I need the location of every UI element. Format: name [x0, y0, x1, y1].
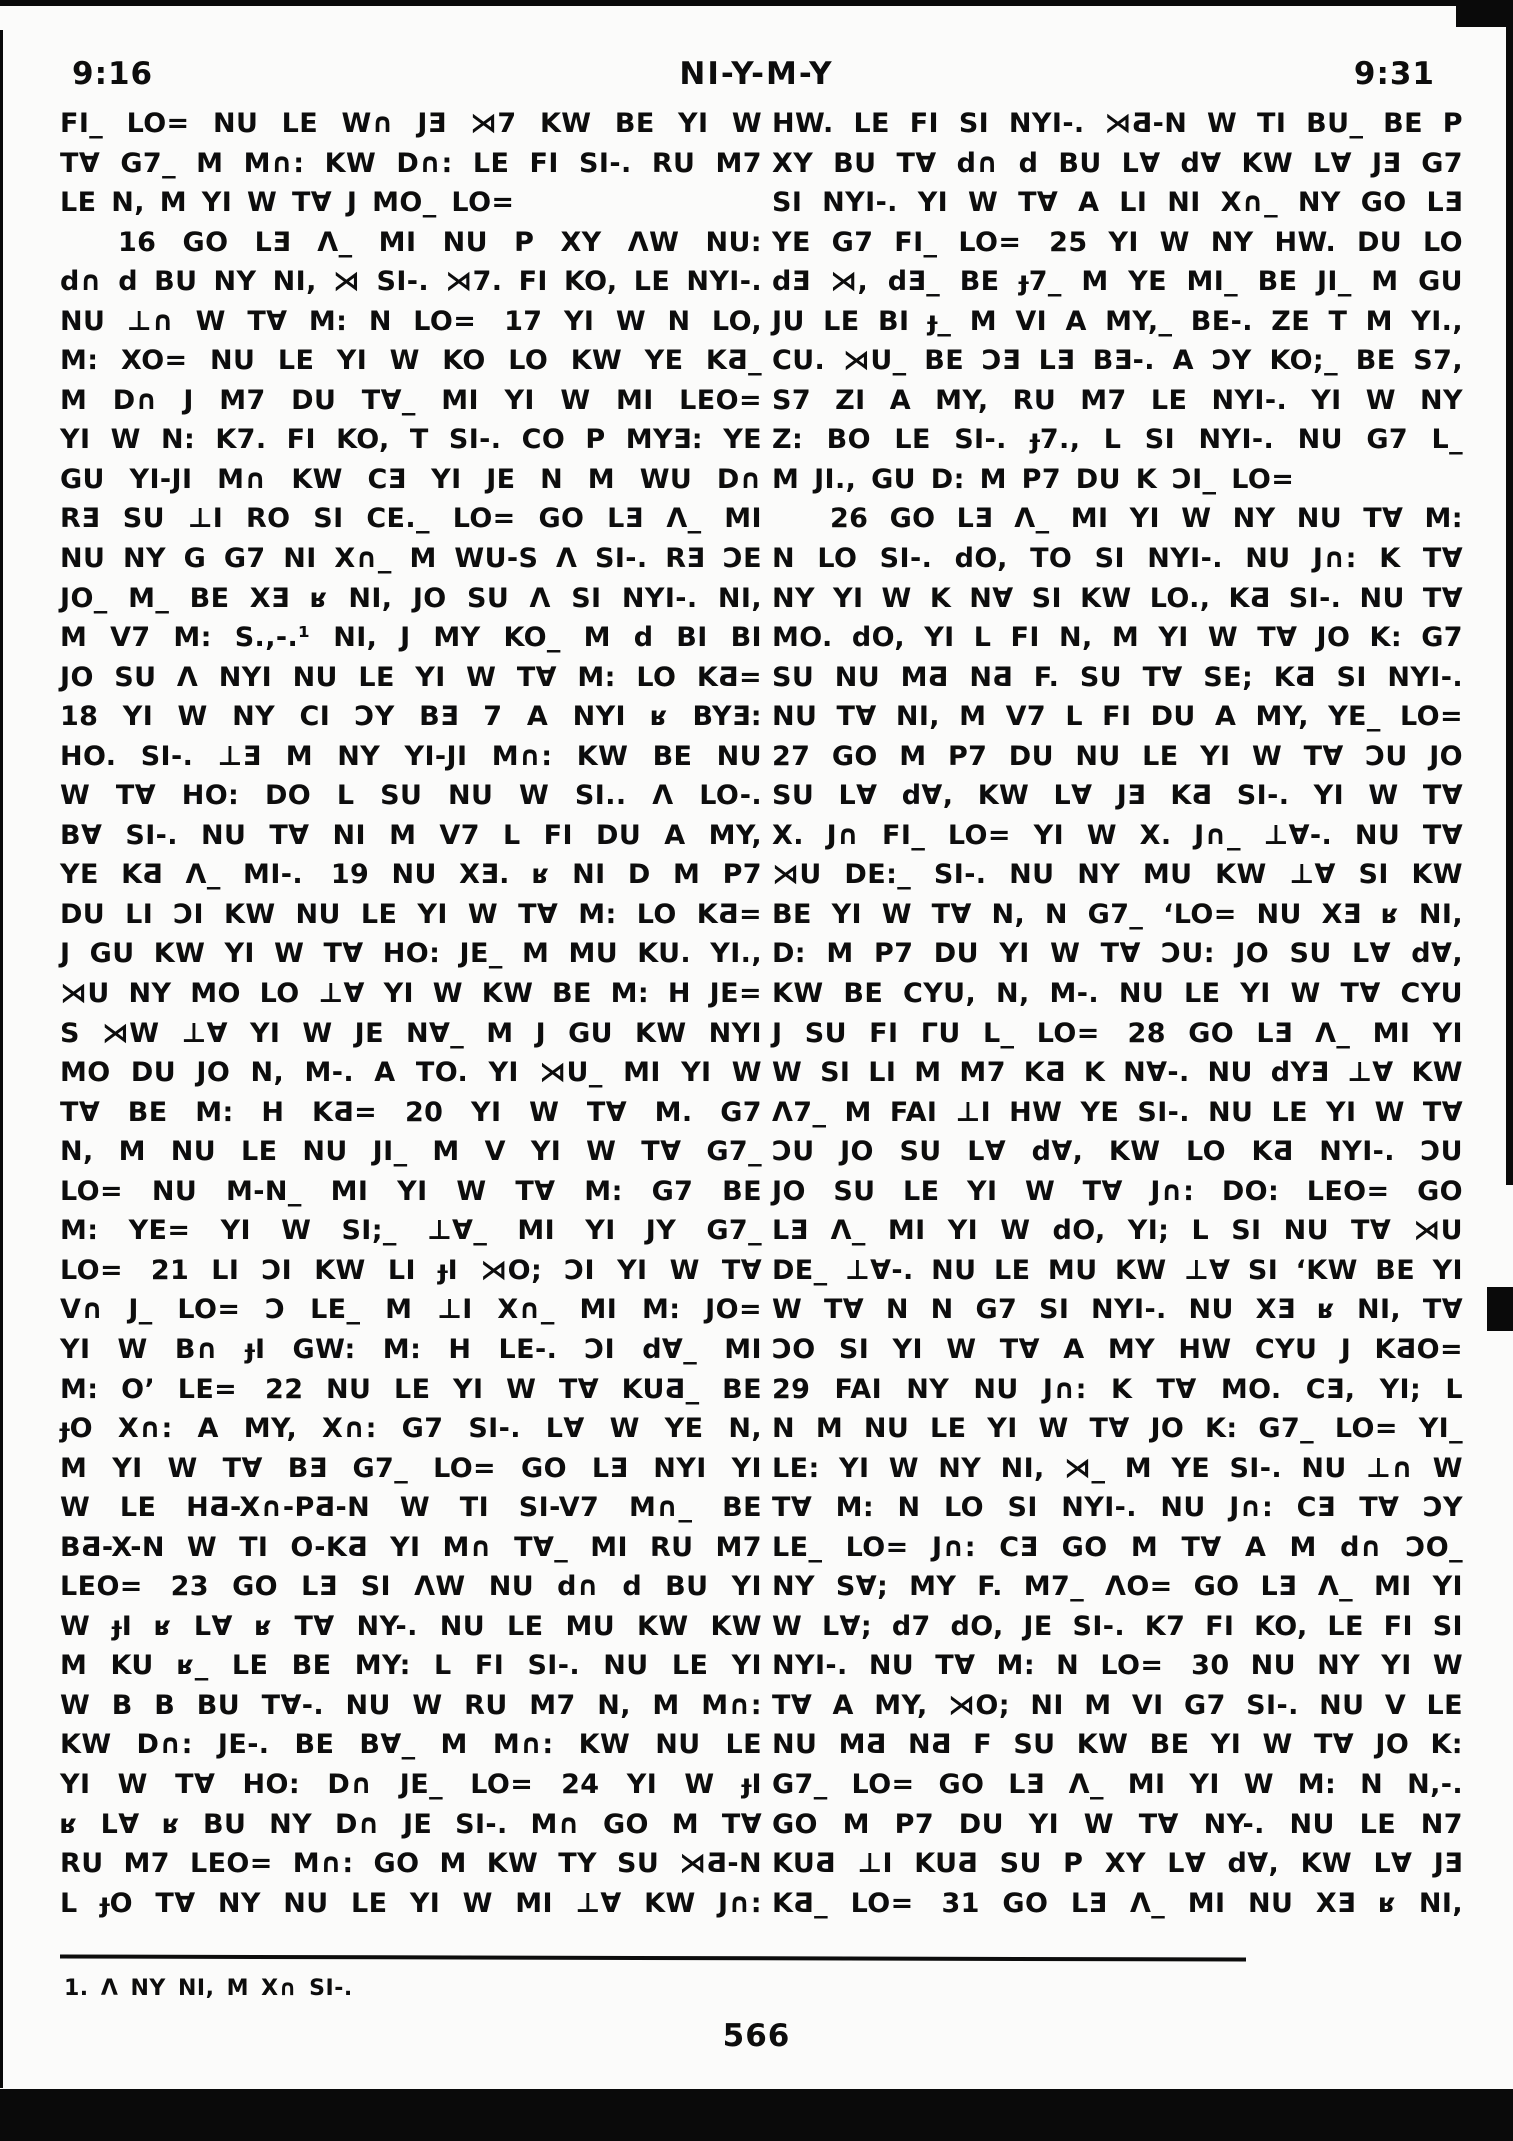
- text-line: X. J∩ FI_ LO= YI W X. J∩_ ⊥∀-. NU T∀: [772, 819, 1463, 851]
- text-line: XY BU T∀ d∩ d BU L∀ d∀ KW L∀ JƎ G7: [772, 147, 1463, 179]
- text-line: T∀ BE M: H KƋ= 20 YI W T∀ M. G7: [60, 1096, 762, 1128]
- text-line: LƎ Λ_ MI YI W dO, YI; L SI NU T∀ ⋊U: [772, 1215, 1463, 1247]
- text-line: W ɟI ʁ L∀ ʁ T∀ NY-. NU LE MU KW KW: [60, 1610, 762, 1642]
- text-column-right: [772, 104, 1463, 1923]
- text-line: LE_ LO= J∩: CƎ GO M T∀ A M d∩ ƆO_: [772, 1531, 1463, 1563]
- scan-artifact-bottom-edge: [0, 2089, 1513, 2141]
- text-line: W L∀; d7 dO, JE SI-. K7 FI KO, LE FI SI: [772, 1610, 1463, 1642]
- text-line: ƆO SI YI W T∀ A MY HW CYU J KƋO=: [772, 1333, 1463, 1365]
- text-line: SI NYI-. YI W T∀ A LI NI X∩_ NY GO LƎ: [772, 187, 1463, 219]
- text-line: T∀ A MY, ⋊O; NI M VI G7 SI-. NU V LE: [772, 1689, 1463, 1721]
- text-line: YI W B∩ ɟI GW: M: H LE-. ƆI d∀_ MI: [60, 1333, 762, 1365]
- text-line: M: YE= YI W SI;_ ⊥∀_ MI YI JY G7_: [60, 1215, 762, 1247]
- text-line: W T∀ HO: DO L SU NU W SI.. Λ LO-.: [60, 780, 762, 812]
- text-line: MO DU JO N, M-. A TO. YI ⋊U_ MI YI W: [60, 1057, 762, 1089]
- scan-artifact-top-right-corner: [1456, 0, 1513, 27]
- text-line: W T∀ N N G7 SI NYI-. NU XƎ ʁ NI, T∀: [772, 1294, 1463, 1326]
- text-line: ʁ L∀ ʁ BU NY D∩ JE SI-. M∩ GO M T∀: [60, 1808, 762, 1840]
- text-line: W B B BU T∀-. NU W RU M7 N, M M∩:: [60, 1689, 762, 1721]
- text-column-left: [60, 104, 762, 1923]
- text-line: N LO SI-. dO, TO SI NYI-. NU J∩: K T∀: [772, 543, 1463, 575]
- text-line: RƎ SU ⊥I RO SI CE._ LO= GO LƎ Λ_ MI: [60, 503, 762, 535]
- text-line: J GU KW YI W T∀ HO: JE_ M MU KU. YI.,: [60, 938, 762, 970]
- text-line: 26 GO LƎ Λ_ MI YI W NY NU T∀ M:: [830, 503, 1463, 535]
- text-line: M KU ʁ_ LE BE MY: L FI SI-. NU LE YI: [60, 1650, 762, 1682]
- text-line: W SI LI M M7 KƋ K N∀-. NU dYƎ ⊥∀ KW: [772, 1057, 1463, 1089]
- footnote-rule: [60, 1954, 1246, 1961]
- text-line: FI_ LO= NU LE W∩ JƎ ⋊7 KW BE YI W: [60, 108, 762, 139]
- footnote-text: 1. Λ NY NI, M X∩ SI-.: [64, 1976, 353, 2001]
- text-line: YE KƋ Λ_ MI-. 19 NU XƎ. ʁ NI D M P7: [60, 859, 762, 891]
- text-line: DE_ ⊥∀-. NU LE MU KW ⊥∀ SI ‘KW BE YI: [772, 1254, 1463, 1286]
- text-line: DU LI ƆI KW NU LE YI W T∀ M: LO KƋ=: [60, 898, 762, 930]
- text-line: NU NY G G7 NI X∩_ M WU-S Λ SI-. RƎ ƆE: [60, 543, 762, 575]
- text-line: NU ⊥∩ W T∀ M: N LO= 17 YI W N LO,: [60, 305, 762, 337]
- header-book-title: NI-Y-M-Y: [679, 56, 834, 92]
- header-right-verse-ref: 9:31: [1353, 56, 1435, 92]
- text-line: dƎ ⋊, dƎ_ BE ɟ7_ M YE MI_ BE JI_ M GU: [772, 266, 1463, 298]
- text-line: CU. ⋊U_ BE ƆƎ LƎ BƎ-. A ƆY KO;_ BE S7,: [772, 345, 1463, 377]
- text-line: M V7 M: S.,-.¹ NI, J MY KO_ M d BI BI: [60, 622, 762, 654]
- text-line: T∀ M: N LO SI NYI-. NU J∩: CƎ T∀ ƆY: [772, 1492, 1463, 1524]
- text-line: NYI-. NU T∀ M: N LO= 30 NU NY YI W: [772, 1650, 1463, 1682]
- text-line: KW BE CYU, N, M-. NU LE YI W T∀ CYU: [772, 978, 1463, 1010]
- text-line: RU M7 LEO= M∩: GO M KW TY SU ⋊Ƌ-N: [60, 1848, 762, 1880]
- text-line: NU MƋ NƋ F SU KW BE YI W T∀ JO K:: [772, 1729, 1463, 1761]
- text-line: KUƋ ⊥I KUƋ SU P XY L∀ d∀, KW L∀ JƎ: [772, 1848, 1463, 1880]
- text-line: LEO= 23 GO LƎ SI ΛW NU d∩ d BU YI: [60, 1571, 762, 1603]
- text-line: LE N, M YI W T∀ J MO_ LO=: [60, 187, 515, 219]
- text-line: GU YI-JI M∩ KW CƎ YI JE N M WU D∩: [60, 463, 762, 495]
- text-line: 29 FAI NY NU J∩: K T∀ MO. CƎ, YI; L: [772, 1373, 1463, 1405]
- text-line: J SU FI ΓU L_ LO= 28 GO LƎ Λ_ MI YI: [772, 1017, 1463, 1049]
- text-line: JO_ M_ BE XƎ ʁ NI, JO SU Λ SI NYI-. NI,: [60, 582, 762, 614]
- header-left-verse-ref: 9:16: [72, 56, 154, 92]
- text-line: GO M P7 DU YI W T∀ NY-. NU LE N7: [772, 1808, 1463, 1840]
- scan-artifact-left-edge: [0, 30, 3, 2088]
- running-header: [0, 56, 1513, 96]
- text-line: ⋊U NY MO LO ⊥∀ YI W KW BE M: H JE=: [60, 978, 762, 1010]
- text-line: YI W N: K7. FI KO, T SI-. CO P MYƎ: YE: [60, 424, 762, 456]
- text-line: NY YI W K N∀ SI KW LO., KƋ SI-. NU T∀: [772, 582, 1463, 614]
- text-line: ɟO X∩: A MY, X∩: G7 SI-. L∀ W YE N,: [60, 1413, 762, 1445]
- text-line: ⋊U DE:_ SI-. NU NY MU KW ⊥∀ SI KW: [772, 859, 1463, 891]
- text-line: LO= NU M-N_ MI YI W T∀ M: G7 BE: [60, 1175, 762, 1207]
- text-line: YI W T∀ HO: D∩ JE_ LO= 24 YI W ɟI: [60, 1768, 762, 1800]
- text-line: T∀ G7_ M M∩: KW D∩: LE FI SI-. RU M7: [60, 147, 762, 179]
- text-line: Z: BO LE SI-. ɟ7., L SI NYI-. NU G7 L_: [772, 424, 1463, 456]
- scan-artifact-top-edge: [0, 0, 1513, 6]
- text-line: S ⋊W ⊥∀ YI W JE N∀_ M J GU KW NYI: [60, 1017, 762, 1049]
- text-line: BE YI W T∀ N, N G7_ ‘LO= NU XƎ ʁ NI,: [772, 898, 1463, 930]
- text-line: L ɟO T∀ NY NU LE YI W MI ⊥∀ KW J∩:: [60, 1887, 762, 1919]
- text-line: KƋ_ LO= 31 GO LƎ Λ_ MI NU XƎ ʁ NI,: [772, 1887, 1463, 1919]
- text-line: 16 GO LƎ Λ_ MI NU P XY ΛW NU:: [118, 226, 762, 258]
- text-line: NY S∀; MY F. M7_ ΛO= GO LƎ Λ_ MI YI: [772, 1571, 1463, 1603]
- text-line: NU T∀ NI, M V7 L FI DU A MY, YE_ LO=: [772, 701, 1463, 733]
- text-line: S7 ZI A MY, RU M7 LE NYI-. YI W NY: [772, 384, 1463, 416]
- text-line: ƆU JO SU L∀ d∀, KW LO KƋ NYI-. ƆU: [772, 1136, 1463, 1168]
- text-line: SU L∀ d∀, KW L∀ JƎ KƋ SI-. YI W T∀: [772, 780, 1463, 812]
- text-line: G7_ LO= GO LƎ Λ_ MI YI W M: N N,-.: [772, 1768, 1463, 1800]
- text-line: N, M NU LE NU JI_ M V YI W T∀ G7_: [60, 1136, 762, 1168]
- text-line: Λ7_ M FAI ⊥I HW YE SI-. NU LE YI W T∀: [772, 1096, 1463, 1128]
- text-line: V∩ J_ LO= Ɔ LE_ M ⊥I X∩_ MI M: JO=: [60, 1294, 762, 1326]
- scan-artifact-right-edge: [1506, 0, 1513, 1185]
- text-line: d∩ d BU NY NI, ⋊ SI-. ⋊7. FI KO, LE NYI-.: [60, 266, 762, 298]
- text-line: MO. dO, YI L FI N, M YI W T∀ JO K: G7: [772, 622, 1463, 654]
- text-line: M D∩ J M7 DU T∀_ MI YI W MI LEO=: [60, 384, 762, 416]
- text-line: 18 YI W NY CI ƆY BƎ 7 A NYI ʁ BYƎ:: [60, 701, 762, 733]
- text-line: M: XO= NU LE YI W KO LO KW YE KƋ_: [60, 345, 762, 377]
- text-line: 27 GO M P7 DU NU LE YI W T∀ ƆU JO: [772, 740, 1463, 772]
- text-line: HW. LE FI SI NYI-. ⋊Ƌ-N W TI BU_ BE P: [772, 108, 1463, 139]
- text-line: LE: YI W NY NI, ⋊_ M YE SI-. NU ⊥∩ W: [772, 1452, 1463, 1484]
- text-line: JO SU Λ NYI NU LE YI W T∀ M: LO KƋ=: [60, 661, 762, 693]
- text-line: SU NU MƋ NƋ F. SU T∀ SE; KƋ SI NYI-.: [772, 661, 1463, 693]
- text-line: JU LE BI ɟ_ M VI A MY,_ BE-. ZE T M YI.,: [772, 305, 1463, 337]
- text-line: LO= 21 LI ƆI KW LI ɟI ⋊O; ƆI YI W T∀: [60, 1254, 762, 1286]
- text-line: HO. SI-. ⊥Ǝ M NY YI-JI M∩: KW BE NU: [60, 740, 762, 772]
- text-line: YE G7 FI_ LO= 25 YI W NY HW. DU LO: [772, 226, 1463, 258]
- text-line: W LE HƋ-X∩-PƋ-N W TI SI-V7 M∩_ BE: [60, 1492, 762, 1524]
- text-line: BƋ-X-N W TI O-KƋ YI M∩ T∀_ MI RU M7: [60, 1531, 762, 1563]
- text-line: JO SU LE YI W T∀ J∩: DO: LEO= GO: [772, 1175, 1463, 1207]
- text-line: M: O’ LE= 22 NU LE YI W T∀ KUƋ_ BE: [60, 1373, 762, 1405]
- text-line: D: M P7 DU YI W T∀ ƆU: JO SU L∀ d∀,: [772, 938, 1463, 970]
- text-line: M YI W T∀ BƎ G7_ LO= GO LƎ NYI YI: [60, 1452, 762, 1484]
- text-line: B∀ SI-. NU T∀ NI M V7 L FI DU A MY,: [60, 819, 762, 851]
- text-line: M JI., GU D: M P7 DU K ƆI_ LO=: [772, 463, 1295, 495]
- text-line: KW D∩: JE-. BE B∀_ M M∩: KW NU LE: [60, 1729, 762, 1761]
- scan-artifact-right-mark: [1487, 1287, 1513, 1331]
- page-number: 566: [722, 2018, 791, 2054]
- text-line: N M NU LE YI W T∀ JO K: G7_ LO= YI_: [772, 1413, 1463, 1445]
